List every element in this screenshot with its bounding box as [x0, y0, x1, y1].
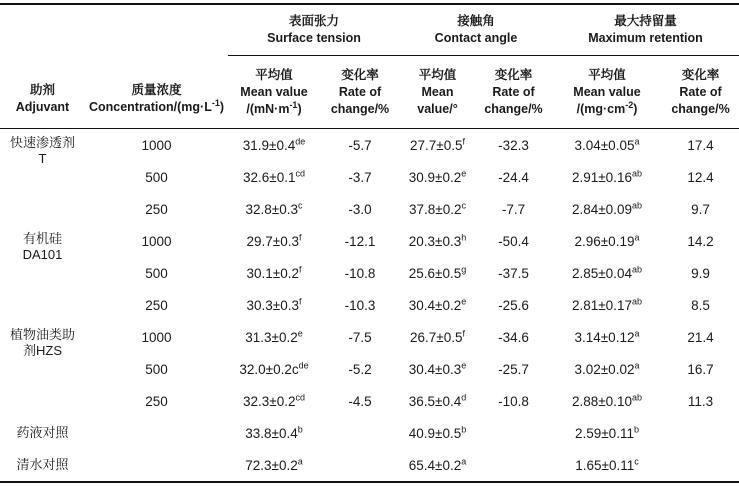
cell-ca-mean [400, 257, 475, 289]
table-row [0, 385, 739, 417]
subheader-line: Rate of [338, 84, 382, 99]
header-adjuvant-en: Adjuvant [15, 100, 70, 114]
subheader-line: Mean value [573, 84, 641, 99]
cell-concentration: 1000 [141, 137, 172, 153]
cell-concentration: 250 [145, 201, 168, 217]
value-text: 30.3±0.3 [246, 297, 299, 313]
sig-superscript: ab [631, 264, 642, 274]
group-label-zh: 最大持留量 [614, 14, 677, 28]
sig-superscript: a [461, 456, 467, 466]
subheader-unit [228, 101, 320, 118]
value-text: 3.04±0.05 [574, 137, 635, 153]
cell-ca-mean [400, 385, 475, 417]
unit-text: /(mg·cm [576, 101, 626, 116]
value-text: 3.14±0.12 [574, 329, 635, 345]
sig-superscript: b [297, 424, 303, 434]
sig-superscript: cd [295, 392, 305, 402]
value-text: 1.65±0.11 [575, 457, 635, 473]
subheader-line: change/% [484, 101, 543, 116]
cell-ca-rate: -50.4 [498, 233, 529, 249]
unit-text: /(mN·m [246, 101, 290, 116]
value-text: 31.9±0.4 [242, 137, 296, 153]
cell-mr-rate: 14.2 [687, 233, 714, 249]
cell-mr-mean [552, 161, 662, 193]
group-label-zh: 接触角 [457, 14, 495, 28]
table-row [0, 449, 739, 482]
cell-concentration: 250 [145, 393, 168, 409]
cell-st-mean [228, 257, 320, 289]
value-text: 65.4±0.2 [408, 457, 462, 473]
sig-superscript: c [461, 200, 466, 210]
cell-mr-mean [552, 257, 662, 289]
value-text: 2.96±0.19 [574, 233, 635, 249]
cell-ca-mean [400, 193, 475, 225]
cell-ca-mean [400, 225, 475, 257]
cell-concentration [85, 449, 228, 482]
cell-ca-rate: -34.6 [498, 329, 529, 345]
cell-adjuvant [0, 129, 85, 226]
cell-st-rate: -10.8 [344, 265, 376, 281]
subheader-line: 平均值 [418, 67, 457, 82]
cell-mr-rate: 11.3 [687, 393, 714, 409]
header-mr-mean [552, 56, 662, 129]
sig-superscript: a [634, 328, 640, 338]
cell-mr-mean [552, 321, 662, 353]
value-text: 2.85±0.04 [572, 265, 632, 281]
header-adjuvant-zh: 助剂 [29, 83, 55, 97]
cell-mr-mean [552, 353, 662, 385]
header-concentration-zh: 质量浓度 [131, 83, 182, 97]
header-mr-rate [662, 56, 739, 129]
group-label-zh: 表面张力 [288, 14, 339, 28]
cell-concentration: 500 [145, 169, 168, 185]
cell-concentration [85, 417, 228, 449]
sig-superscript: c [634, 456, 639, 466]
cell-mr-rate: 16.7 [687, 361, 714, 377]
sig-superscript: f [462, 328, 465, 338]
value-text: 2.91±0.16 [572, 169, 632, 185]
cell-adjuvant: 药液对照 [16, 425, 69, 441]
unit-text: Concentration/(mg·L [88, 100, 212, 114]
table-row [0, 417, 739, 449]
cell-concentration: 250 [145, 297, 168, 313]
table-row [0, 193, 739, 225]
header-group-surface-tension [228, 4, 400, 56]
sig-superscript: h [461, 232, 467, 242]
cell-st-rate: -12.1 [344, 233, 376, 249]
group-label-en: Maximum retention [588, 31, 703, 45]
subheader-line: 平均值 [255, 67, 293, 82]
cell-ca-rate [475, 417, 552, 449]
subheader-unit [552, 101, 662, 118]
cell-adjuvant [0, 225, 85, 321]
subheader-line: 变化率 [681, 67, 720, 82]
value-text: 36.5±0.4 [408, 393, 462, 409]
cell-ca-rate: -25.6 [498, 297, 529, 313]
unit-superscript: -2 [625, 99, 634, 110]
header-concentration-en [85, 99, 228, 116]
header-ca-mean [400, 56, 475, 129]
sig-superscript: a [634, 136, 640, 146]
subheader-line: 变化率 [494, 67, 533, 82]
header-concentration [85, 4, 228, 129]
sig-superscript: f [298, 232, 302, 242]
value-text: 2.88±0.10 [572, 393, 632, 409]
sig-superscript: a [634, 360, 640, 370]
unit-text: ) [219, 100, 225, 114]
sig-superscript: a [297, 456, 303, 466]
cell-mr-mean [552, 193, 662, 225]
value-text: 2.81±0.17 [572, 297, 632, 313]
value-text: 27.7±0.5 [410, 137, 463, 153]
cell-mr-mean [552, 449, 662, 482]
sig-superscript: e [461, 360, 467, 370]
adjuvant-line2: DA101 [22, 246, 63, 262]
value-text: 2.59±0.11 [575, 425, 634, 441]
cell-concentration: 500 [145, 265, 168, 281]
value-text: 2.84±0.09 [572, 201, 632, 217]
table-row [0, 353, 739, 385]
adjuvant-line1: 快速渗透剂 [9, 135, 75, 150]
subheader-line: change/% [330, 101, 390, 116]
cell-mr-rate [662, 417, 739, 449]
cell-concentration: 1000 [141, 329, 172, 345]
sig-superscript: ab [631, 200, 642, 210]
cell-mr-mean [552, 417, 662, 449]
header-group-row [0, 4, 739, 56]
value-text: 40.9±0.5 [408, 425, 462, 441]
cell-ca-mean [400, 129, 475, 162]
value-text: 29.7±0.3 [246, 233, 299, 249]
subheader-line: Rate of [492, 84, 535, 99]
cell-st-mean [228, 321, 320, 353]
cell-ca-mean [400, 417, 475, 449]
value-text: 37.8±0.2 [409, 201, 462, 217]
subheader-line: 平均值 [588, 67, 626, 82]
adjuvant-line2: T [38, 150, 47, 166]
value-text: 32.8±0.3 [245, 201, 298, 217]
cell-adjuvant: 清水对照 [16, 457, 69, 473]
table-row [0, 321, 739, 353]
table-row [0, 225, 739, 257]
value-text: 31.3±0.2 [245, 329, 298, 345]
cell-ca-mean [400, 321, 475, 353]
cell-st-mean [228, 161, 320, 193]
cell-mr-mean [552, 225, 662, 257]
value-text: 72.3±0.2 [245, 457, 298, 473]
cell-st-mean [228, 289, 320, 321]
cell-st-mean [228, 129, 320, 162]
sig-superscript: f [462, 136, 465, 146]
unit-text: ) [297, 101, 302, 116]
unit-superscript: -1 [289, 99, 298, 110]
group-label-en: Surface tension [267, 31, 361, 45]
value-text: 30.4±0.2 [408, 297, 462, 313]
cell-st-rate: -5.7 [348, 137, 372, 153]
cell-ca-mean [400, 161, 475, 193]
sig-superscript: cd [295, 168, 305, 178]
sig-superscript: e [461, 296, 467, 306]
cell-ca-rate: -32.3 [498, 137, 529, 153]
sig-superscript: ab [631, 392, 642, 402]
header-group-maximum-retention [552, 4, 739, 56]
cell-mr-rate: 21.4 [687, 329, 714, 345]
cell-mr-mean [552, 129, 662, 162]
cell-st-rate [320, 417, 400, 449]
value-text: 32.0±0.2c [239, 361, 299, 377]
cell-st-rate: -7.5 [348, 329, 372, 345]
adjuvant-line1: 植物油类助 [9, 327, 75, 342]
cell-st-mean [228, 225, 320, 257]
cell-mr-mean [552, 289, 662, 321]
value-text: 25.6±0.5 [408, 265, 462, 281]
sig-superscript: e [461, 168, 467, 178]
value-text: 32.3±0.2 [243, 393, 296, 409]
adjuvant-line1: 有机硅 [22, 231, 62, 246]
cell-ca-mean [400, 289, 475, 321]
header-group-contact-angle [400, 4, 552, 56]
cell-ca-rate: -37.5 [498, 265, 529, 281]
cell-ca-rate [475, 449, 552, 482]
subheader-line: Mean [421, 84, 454, 99]
sig-superscript: f [298, 264, 302, 274]
cell-st-rate: -10.3 [344, 297, 376, 313]
cell-concentration: 500 [145, 361, 168, 377]
cell-st-rate: -3.7 [348, 169, 372, 185]
sig-superscript: b [633, 424, 639, 434]
sig-superscript: ab [631, 168, 642, 178]
cell-st-rate: -4.5 [348, 393, 372, 409]
cell-mr-rate [662, 449, 739, 482]
table-row [0, 289, 739, 321]
cell-st-mean [228, 449, 320, 482]
cell-st-mean [228, 417, 320, 449]
adjuvant-properties-table [0, 3, 739, 483]
value-text: 30.1±0.2 [246, 265, 299, 281]
sig-superscript: ab [631, 296, 642, 306]
adjuvant-line2: 剂HZS [22, 342, 62, 358]
cell-mr-rate: 9.7 [691, 201, 710, 217]
cell-ca-rate: -24.4 [498, 169, 529, 185]
group-label-en: Contact angle [434, 31, 518, 45]
value-text: 33.8±0.4 [245, 425, 298, 441]
table-row [0, 129, 739, 162]
sig-superscript: d [461, 392, 467, 402]
value-text: 30.9±0.2 [408, 169, 462, 185]
header-ca-rate [475, 56, 552, 129]
cell-st-mean [228, 193, 320, 225]
cell-mr-rate: 8.5 [691, 297, 710, 313]
cell-mr-rate: 17.4 [687, 137, 714, 153]
unit-superscript: -1 [211, 97, 220, 108]
cell-st-rate: -5.2 [348, 361, 372, 377]
value-text: 32.6±0.1 [243, 169, 296, 185]
sig-superscript: de [295, 136, 306, 146]
cell-adjuvant [0, 321, 85, 417]
cell-st-mean [228, 385, 320, 417]
cell-mr-rate: 9.9 [691, 265, 710, 281]
value-text: 3.02±0.02 [574, 361, 635, 377]
cell-st-rate: -3.0 [348, 201, 372, 217]
sig-superscript: b [461, 424, 467, 434]
subheader-line: value/° [417, 101, 458, 116]
header-st-mean [228, 56, 320, 129]
header-adjuvant [0, 4, 85, 129]
cell-st-rate [320, 449, 400, 482]
sig-superscript: g [461, 264, 467, 274]
cell-ca-mean [400, 449, 475, 482]
value-text: 26.7±0.5 [410, 329, 463, 345]
sig-superscript: a [634, 232, 640, 242]
value-text: 30.4±0.3 [408, 361, 462, 377]
subheader-line: Mean value [240, 84, 308, 99]
sig-superscript: de [298, 360, 309, 370]
subheader-line: 变化率 [341, 67, 379, 82]
cell-ca-rate: -25.7 [498, 361, 529, 377]
unit-text: ) [633, 101, 638, 116]
value-text: 20.3±0.3 [408, 233, 462, 249]
cell-ca-rate: -7.7 [501, 201, 526, 217]
header-st-rate [320, 56, 400, 129]
cell-ca-rate: -10.8 [498, 393, 529, 409]
cell-concentration: 1000 [141, 233, 172, 249]
cell-mr-rate: 12.4 [687, 169, 714, 185]
sig-superscript: c [297, 200, 303, 210]
subheader-line: change/% [671, 101, 730, 116]
subheader-line: Rate of [679, 84, 722, 99]
sig-superscript: e [297, 328, 303, 338]
table-row [0, 257, 739, 289]
table-row [0, 161, 739, 193]
cell-ca-mean [400, 353, 475, 385]
cell-st-mean [228, 353, 320, 385]
sig-superscript: f [298, 296, 302, 306]
cell-mr-mean [552, 385, 662, 417]
